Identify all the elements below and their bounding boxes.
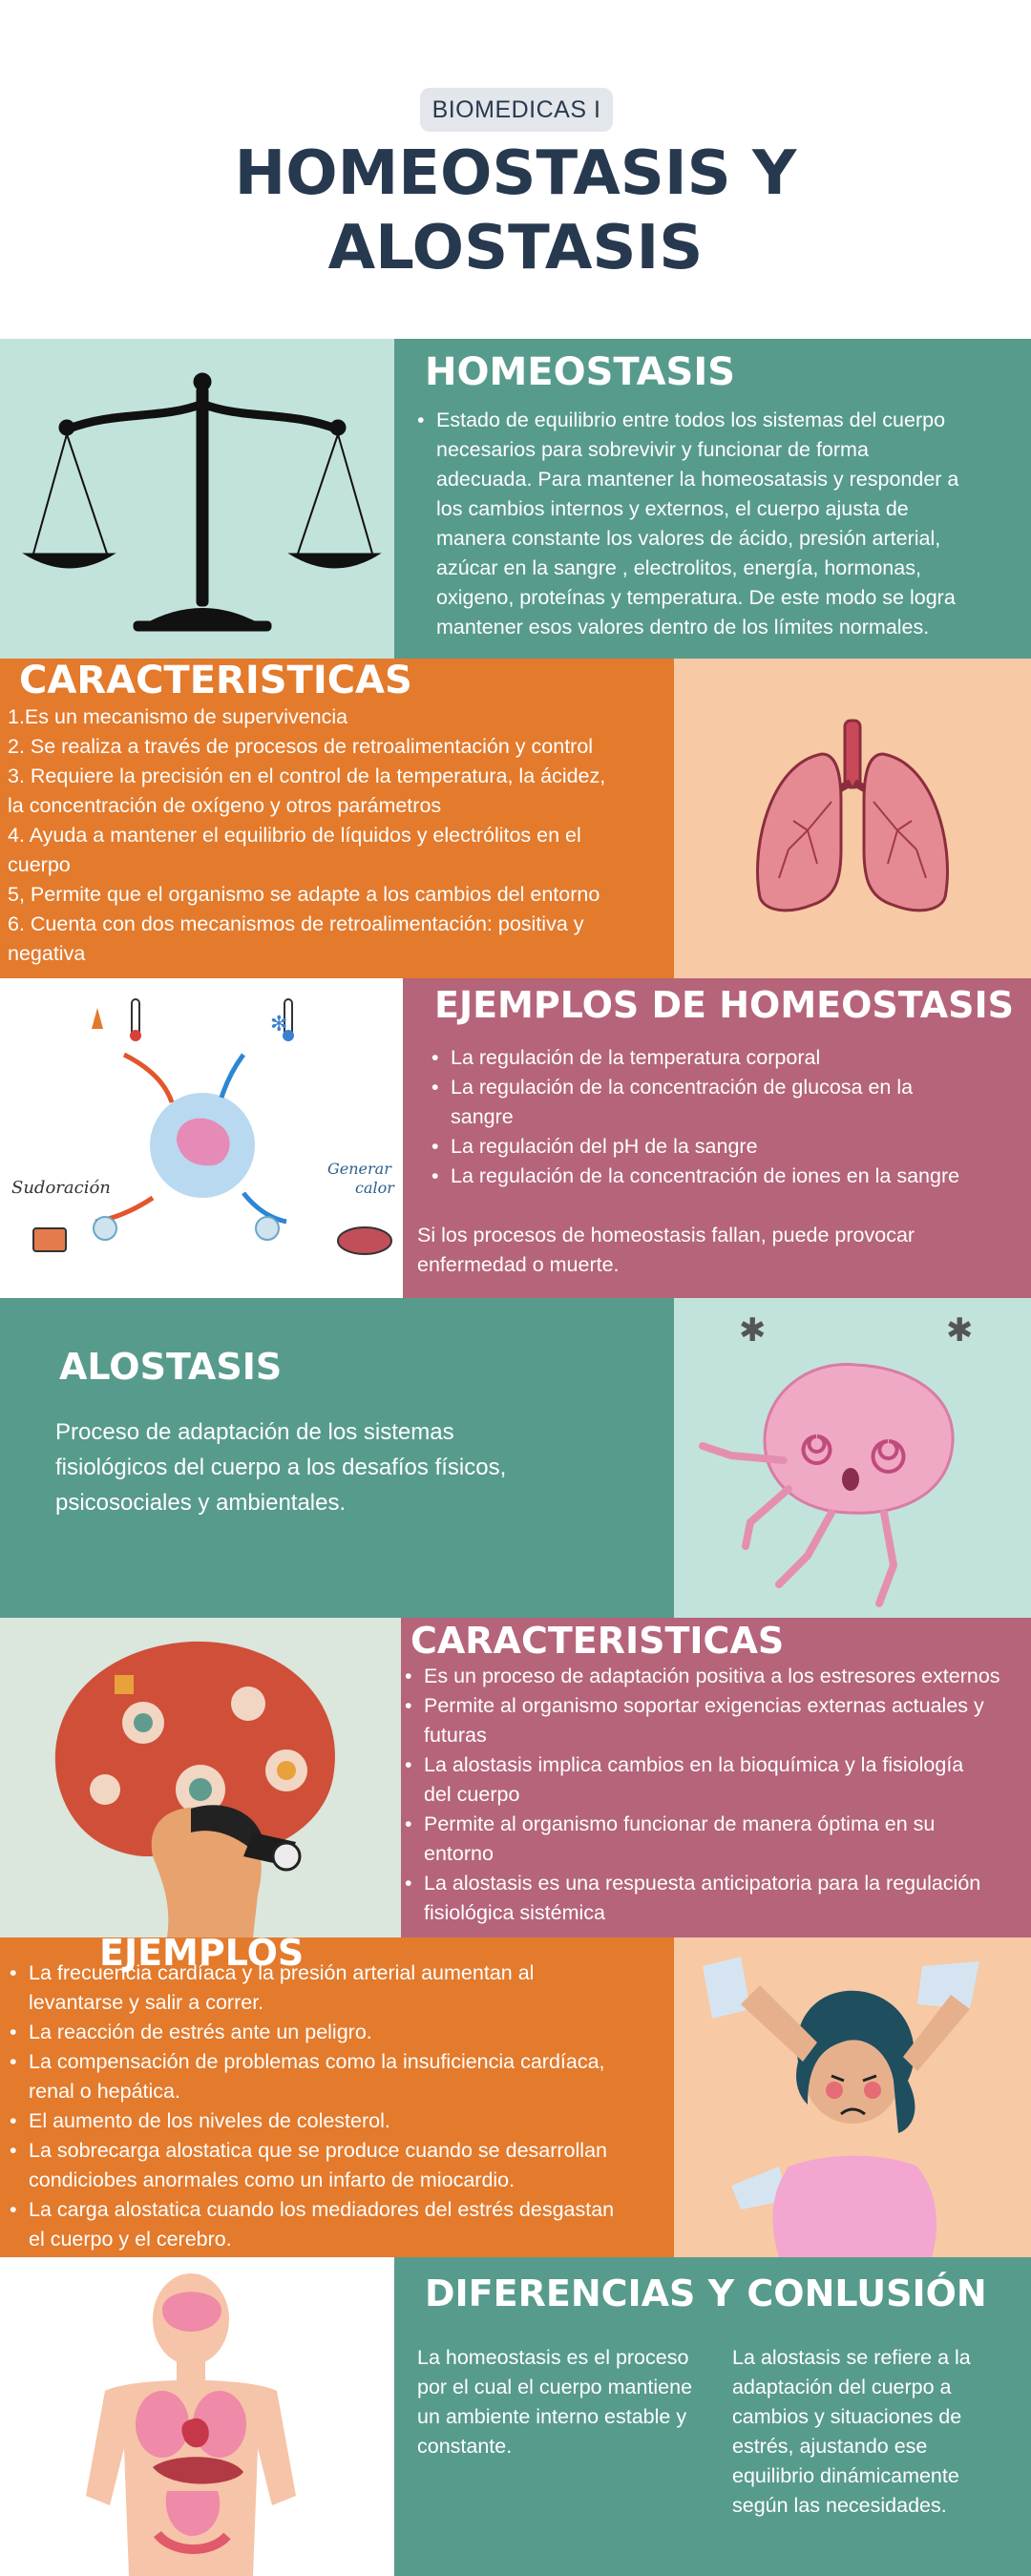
homeostasis-failure-note xyxy=(417,1221,1028,1280)
text-line: • La alostasis implica cambios en la bioquímica y la fisiología xyxy=(424,1753,964,1776)
text-line: los cambios internos y externos, el cuerpo ajusta de xyxy=(436,497,909,520)
text-line: • La reacción de estrés ante un peligro. xyxy=(29,2021,372,2043)
list-item xyxy=(403,1810,1031,1869)
text-line: fisiológica sistémica xyxy=(424,1901,605,1924)
list-item xyxy=(403,1662,1031,1691)
text-line: equilibrio dinámicamente xyxy=(732,2464,959,2487)
caracteristicas-homeostasis-title: CARACTERISTICAS xyxy=(19,659,412,702)
text-line: necesarios para sobrevivir y funcionar de forma xyxy=(436,438,869,461)
text-line: Proceso de adaptación de los sistemas xyxy=(55,1419,454,1445)
text-line: adaptación del cuerpo a xyxy=(732,2376,952,2398)
text-line: Si los procesos de homeostasis fallan, puede provocar xyxy=(417,1224,915,1246)
text-line: un ambiente interno estable y xyxy=(417,2405,687,2428)
text-line: psicosociales y ambientales. xyxy=(55,1490,347,1516)
homeostasis-text-panel xyxy=(394,339,1031,659)
diferencias-panel xyxy=(394,2257,1031,2576)
diferencias-alostasis-text xyxy=(732,2343,1023,2521)
page-title xyxy=(0,136,1031,285)
text-line: mantener esos valores dentro de los límites normales. xyxy=(436,616,930,639)
homeostasis-definition-item xyxy=(415,406,1026,642)
list-item xyxy=(430,1162,1026,1191)
text-line: 6. Cuenta con dos mecanismos de retroalimentación: positiva y xyxy=(8,912,584,935)
text-line: 1.Es un mecanismo de supervivencia xyxy=(8,705,348,728)
section-diferencias xyxy=(0,2257,1031,2576)
text-line: según las necesidades. xyxy=(732,2494,947,2517)
text-line: renal o hepática. xyxy=(29,2080,180,2103)
list-item xyxy=(8,2136,671,2195)
stressed-woman-panel xyxy=(674,1937,1031,2257)
brain-panel xyxy=(674,1298,1031,1618)
text-line: enfermedad o muerte. xyxy=(417,1253,620,1276)
alostasis-text-panel xyxy=(0,1298,674,1618)
caracteristicas-alostasis-panel xyxy=(401,1618,1031,1937)
list-item xyxy=(8,2195,671,2254)
lungs-icon xyxy=(674,659,1031,978)
homeostasis-title: HOMEOSTASIS xyxy=(425,350,736,394)
ejemplos-alostasis-list xyxy=(8,1958,671,2254)
text-line: • La sobrecarga alostatica que se produce cuando se desarrollan xyxy=(29,2139,607,2162)
text-line: negativa xyxy=(8,942,86,965)
section-ejemplos-alostasis xyxy=(0,1937,1031,2257)
caracteristicas-homeostasis-list xyxy=(8,702,671,969)
ejemplos-homeostasis-panel xyxy=(403,978,1031,1298)
text-line: constante. xyxy=(417,2435,513,2458)
homeostasis-definition xyxy=(415,406,1026,642)
thermoregulation-label-sweat: Sudoración xyxy=(11,1178,111,1198)
section-alostasis xyxy=(0,1298,1031,1618)
balance-scale-icon xyxy=(0,339,394,659)
stressed-woman-illustration xyxy=(674,1937,1031,2257)
diferencias-title: DIFERENCIAS Y CONLUSIÓN xyxy=(425,2272,987,2314)
text-line: futuras xyxy=(424,1724,487,1747)
header xyxy=(0,0,1031,339)
list-item xyxy=(403,1750,1031,1810)
text-line: estrés, ajustando ese xyxy=(732,2435,928,2458)
text-line: la concentración de oxígeno y otros parámetros xyxy=(8,794,442,817)
text-line: condiciobes anormales como un infarto de miocardio. xyxy=(29,2168,516,2191)
text-line: • La regulación de la concentración de glucosa en la xyxy=(451,1076,914,1099)
text-line: • El aumento de los niveles de colesterol. xyxy=(29,2109,390,2132)
list-item xyxy=(430,1043,1026,1073)
caracteristicas-alostasis-list xyxy=(403,1662,1031,1928)
text-line: La homeostasis es el proceso xyxy=(417,2346,689,2369)
text-line: • Permite al organismo funcionar de manera óptima en su xyxy=(424,1812,936,1835)
text-line: 4. Ayuda a mantener el equilibrio de líquidos y electrólitos en el xyxy=(8,824,581,847)
page-title-line-2: ALOSTASIS xyxy=(327,213,704,283)
text-line: cuerpo xyxy=(8,853,71,876)
page-title-line-1: HOMEOSTASIS Y xyxy=(234,138,797,209)
list-item xyxy=(8,2047,671,2106)
text-line: cambios y situaciones de xyxy=(732,2405,962,2428)
list-item xyxy=(403,1869,1031,1928)
caracteristicas-alostasis-title: CARACTERISTICAS xyxy=(410,1620,785,1662)
mind-gears-illustration xyxy=(0,1618,401,1937)
text-line: sangre xyxy=(451,1105,514,1128)
text-line: 3. Requiere la precisión en el control de la temperatura, la ácidez, xyxy=(8,764,606,787)
text-line: • La alostasis es una respuesta anticipatoria para la regulación xyxy=(424,1872,981,1895)
list-item xyxy=(403,1691,1031,1750)
thermoregulation-panel xyxy=(0,978,403,1298)
text-line: adecuada. Para mantener la homeosatasis y responder a xyxy=(436,468,959,491)
diferencias-homeostasis-text xyxy=(417,2343,723,2461)
scale-panel xyxy=(0,339,394,659)
section-caracteristicas-alostasis xyxy=(0,1618,1031,1937)
text-line: oxigeno, proteínas y temperatura. De este modo se logra xyxy=(436,586,956,609)
text-line: por el cual el cuerpo mantiene xyxy=(417,2376,693,2398)
list-item xyxy=(8,2106,671,2136)
section-ejemplos-homeostasis xyxy=(0,978,1031,1298)
section-homeostasis xyxy=(0,339,1031,659)
svg-text:✻: ✻ xyxy=(270,1013,288,1037)
text-line: 2. Se realiza a través de procesos de retroalimentación y control xyxy=(8,735,594,758)
text-line: • La regulación de la concentración de iones en la sangre xyxy=(451,1164,960,1187)
text-line: del cuerpo xyxy=(424,1783,520,1806)
text-line: • La frecuencia cardíaca y la presión arterial aumentan al xyxy=(29,1961,535,1984)
caracteristicas-homeostasis-panel xyxy=(0,659,674,978)
thermoregulation-label-heat-1: Generar xyxy=(327,1160,391,1178)
alostasis-title: ALOSTASIS xyxy=(59,1346,283,1388)
anatomy-panel xyxy=(0,2257,394,2576)
text-line: el cuerpo y el cerebro. xyxy=(29,2228,232,2251)
thermoregulation-label-heat-2: calor xyxy=(355,1179,394,1197)
text-line: • La compensación de problemas como la insuficiencia cardíaca, xyxy=(29,2050,605,2073)
text-line: entorno xyxy=(424,1842,494,1865)
ejemplos-homeostasis-title: EJEMPLOS DE HOMEOSTASIS xyxy=(434,984,1015,1026)
text-line: • La carga alostatica cuando los mediadores del estrés desgastan xyxy=(29,2198,615,2221)
list-item xyxy=(8,2018,671,2047)
list-item xyxy=(430,1132,1026,1162)
ejemplos-alostasis-panel xyxy=(0,1937,674,2257)
text-line: • La regulación de la temperatura corporal xyxy=(451,1046,821,1069)
alostasis-definition xyxy=(55,1414,666,1520)
mind-gears-panel xyxy=(0,1618,401,1937)
text-line: levantarse y salir a correr. xyxy=(29,1991,264,2014)
text-line: azúcar en la sangre , electrolitos, energía, hormonas, xyxy=(436,556,921,579)
text-line: • Es un proceso de adaptación positiva a los estresores externos xyxy=(424,1665,1000,1687)
text-line: manera constante los valores de ácido, presión arterial, xyxy=(436,527,941,550)
ejemplos-homeostasis-list xyxy=(430,1043,1026,1191)
svg-text:✱: ✱ xyxy=(739,1311,767,1350)
text-line: La alostasis se refiere a la xyxy=(732,2346,971,2369)
thermoregulation-illustration xyxy=(0,978,403,1298)
text-line: • Permite al organismo soportar exigencias externas actuales y xyxy=(424,1694,984,1717)
text-line: • La regulación del pH de la sangre xyxy=(451,1135,758,1158)
lungs-panel xyxy=(674,659,1031,978)
svg-text:✱: ✱ xyxy=(946,1311,974,1350)
course-tag: BIOMEDICAS I xyxy=(420,88,613,132)
human-anatomy-illustration xyxy=(0,2257,394,2576)
text-line: fisiológicos del cuerpo a los desafíos físicos, xyxy=(55,1455,507,1480)
dizzy-brain-icon xyxy=(674,1298,1031,1618)
text-line: • Estado de equilibrio entre todos los sistemas del cuerpo xyxy=(436,408,946,431)
list-item xyxy=(430,1073,1026,1132)
section-caracteristicas-homeostasis xyxy=(0,659,1031,978)
text-line: 5, Permite que el organismo se adapte a los cambios del entorno xyxy=(8,883,600,906)
ejemplos-alostasis-title: EJEMPLOS xyxy=(99,1937,305,1974)
